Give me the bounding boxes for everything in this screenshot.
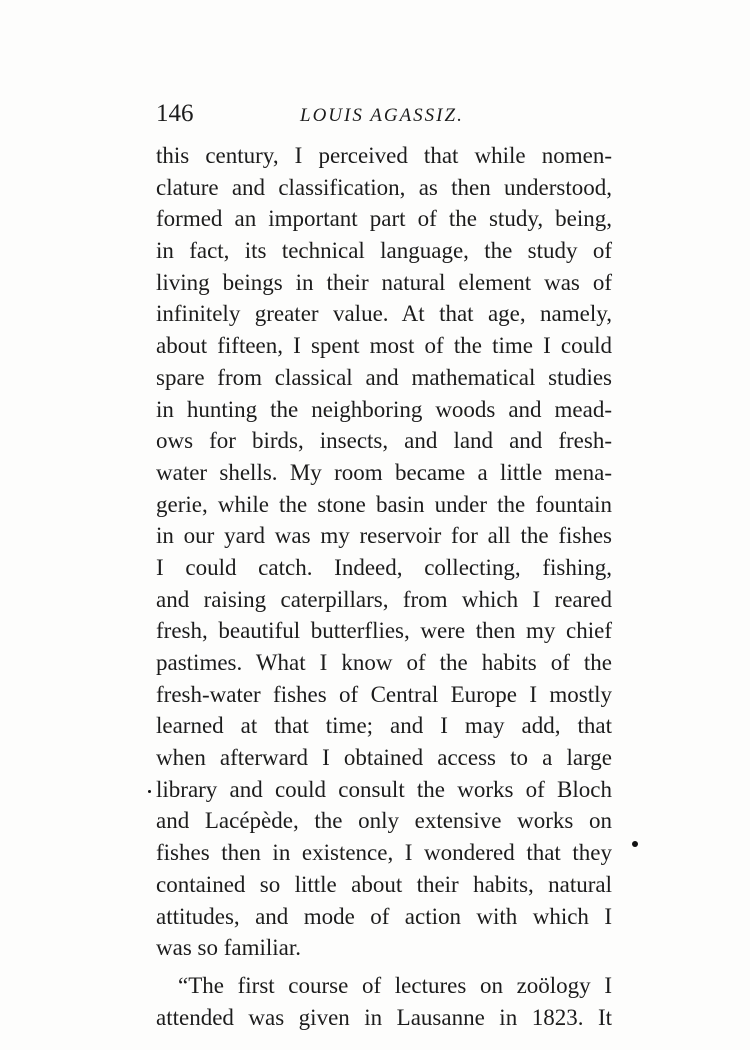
text-line: and raising caterpillars, from which I reared — [156, 586, 612, 612]
text-line: in hunting the neighboring woods and mead- — [156, 396, 612, 422]
text-line: clature and classification, as then understood, — [156, 174, 612, 200]
text-line: learned at that time; and I may add, that — [156, 713, 612, 739]
body-text — [156, 140, 612, 1033]
text-line: contained so little about their habits, natural — [156, 871, 612, 897]
text-line: in our yard was my reservoir for all the fishes — [156, 523, 612, 549]
text-line: pastimes. What I know of the habits of the — [156, 650, 612, 675]
text-line: fresh-water fishes of Central Europe I mostly — [156, 681, 612, 707]
page-number: 146 — [156, 100, 194, 127]
text-line: living beings in their natural element was of — [156, 269, 612, 295]
text-line: “The first course of lectures on zoölogy I — [178, 972, 612, 998]
paragraph — [156, 140, 612, 964]
text-line: fishes then in existence, I wondered that they — [156, 840, 612, 866]
text-line: about fifteen, I spent most of the time I could — [156, 333, 612, 359]
text-line: water shells. My room became a little mena- — [156, 459, 612, 485]
running-head — [156, 96, 612, 132]
text-line: when afterward I obtained access to a large — [156, 745, 612, 771]
text-line: ows for birds, insects, and land and fresh- — [156, 428, 612, 454]
running-title: LOUIS AGASSIZ. — [300, 105, 464, 126]
text-line: this century, I perceived that while nomen- — [156, 143, 612, 168]
text-line: I could catch. Indeed, collecting, fishing, — [156, 554, 612, 580]
text-line: infinitely greater value. At that age, namely, — [156, 301, 612, 327]
text-line: attitudes, and mode of action with which I — [156, 903, 612, 929]
text-line: gerie, while the stone basin under the fountain — [156, 491, 612, 517]
paragraph — [156, 970, 612, 1033]
text-line: in fact, its technical language, the study of — [156, 238, 612, 264]
text-line: library and could consult the works of Bloch — [156, 776, 612, 802]
text-line: spare from classical and mathematical studies — [156, 364, 612, 390]
text-line: fresh, beautiful butterflies, were then my chief — [156, 618, 612, 644]
text-line: formed an important part of the study, being, — [156, 206, 612, 232]
ink-speck — [632, 841, 638, 847]
text-line: was so familiar. — [156, 935, 301, 961]
ink-speck — [148, 790, 151, 793]
text-line: and Lacépède, the only extensive works on — [156, 808, 612, 834]
text-line: attended was given in Lausanne in 1823. It — [156, 1004, 612, 1030]
